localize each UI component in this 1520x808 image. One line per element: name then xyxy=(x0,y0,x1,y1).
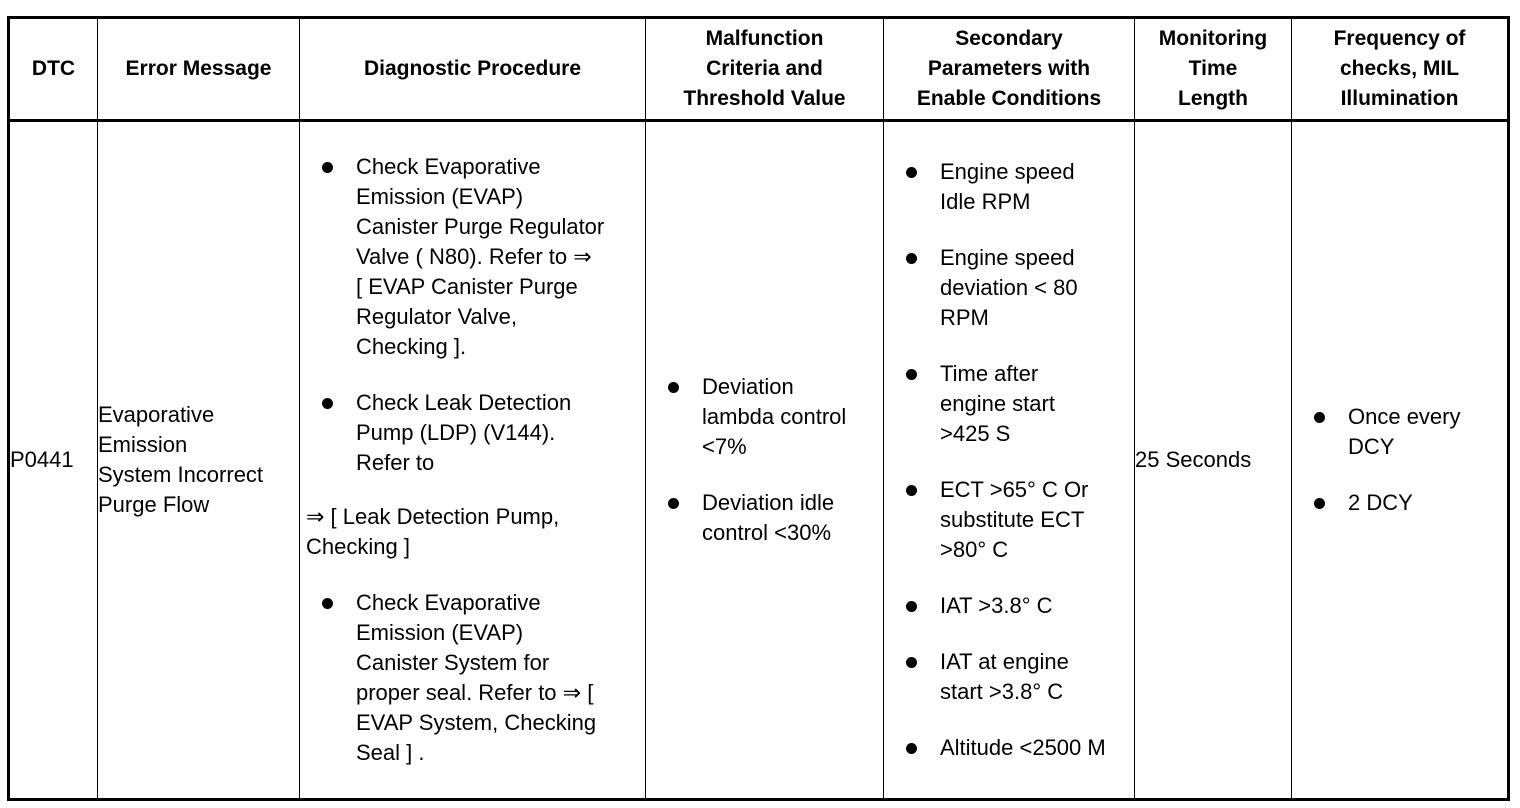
criteria-idle-deviation: Deviation idle control <30% xyxy=(646,488,883,548)
procedure-list-continued xyxy=(300,588,645,768)
frequency-once-every-dcy: Once every DCY xyxy=(1292,402,1507,462)
secondary-time-after-start: Time after engine start >425 S xyxy=(884,359,1134,449)
procedure-step-evap-purge-valve: Check Evaporative Emission (EVAP) Canister Purge Regulator Valve ( N80). Refer to ⇒ [ EVAP Canister Purge Regulator Valve, Checking ]. xyxy=(300,152,645,362)
secondary-iat: IAT >3.8° C xyxy=(884,591,1134,621)
header-dtc: DTC xyxy=(9,18,98,121)
secondary-altitude: Altitude <2500 M xyxy=(884,733,1134,763)
cell-malfunction-criteria xyxy=(646,121,884,800)
header-row xyxy=(9,18,1509,121)
secondary-engine-speed: Engine speed Idle RPM xyxy=(884,157,1134,217)
secondary-speed-deviation: Engine speed deviation < 80 RPM xyxy=(884,243,1134,333)
header-monitoring-time: Monitoring Time Length xyxy=(1135,18,1292,121)
criteria-list xyxy=(646,372,883,548)
header-malfunction-criteria: Malfunction Criteria and Threshold Value xyxy=(646,18,884,121)
procedure-list xyxy=(300,152,645,478)
header-error-message: Error Message xyxy=(98,18,300,121)
procedure-step-leak-detection-pump: Check Leak Detection Pump (LDP) (V144). Refer to xyxy=(300,388,645,478)
cell-dtc-code: P0441 xyxy=(9,121,98,800)
cell-diagnostic-procedure xyxy=(300,121,646,800)
secondary-ect: ECT >65° C Or substitute ECT >80° C xyxy=(884,475,1134,565)
cell-frequency xyxy=(1292,121,1509,800)
dtc-table xyxy=(7,16,1510,801)
procedure-ldp-reference: ⇒ [ Leak Detection Pump, Checking ] xyxy=(306,504,560,559)
secondary-iat-at-start: IAT at engine start >3.8° C xyxy=(884,647,1134,707)
header-diagnostic-procedure: Diagnostic Procedure xyxy=(300,18,646,121)
secondary-list xyxy=(884,157,1134,763)
frequency-2-dcy: 2 DCY xyxy=(1292,488,1507,518)
frequency-list xyxy=(1292,402,1507,518)
cell-error-message: Evaporative Emission System Incorrect Purge Flow xyxy=(98,121,300,800)
criteria-lambda-deviation: Deviation lambda control <7% xyxy=(646,372,883,462)
cell-secondary-parameters xyxy=(884,121,1135,800)
header-frequency: Frequency of checks, MIL Illumination xyxy=(1292,18,1509,121)
table-row xyxy=(9,121,1509,800)
procedure-step-evap-seal: Check Evaporative Emission (EVAP) Canister System for proper seal. Refer to ⇒ [ EVAP System, Checking Seal ] . xyxy=(300,588,645,768)
cell-monitoring-time: 25 Seconds xyxy=(1135,121,1292,800)
header-secondary-parameters: Secondary Parameters with Enable Conditions xyxy=(884,18,1135,121)
